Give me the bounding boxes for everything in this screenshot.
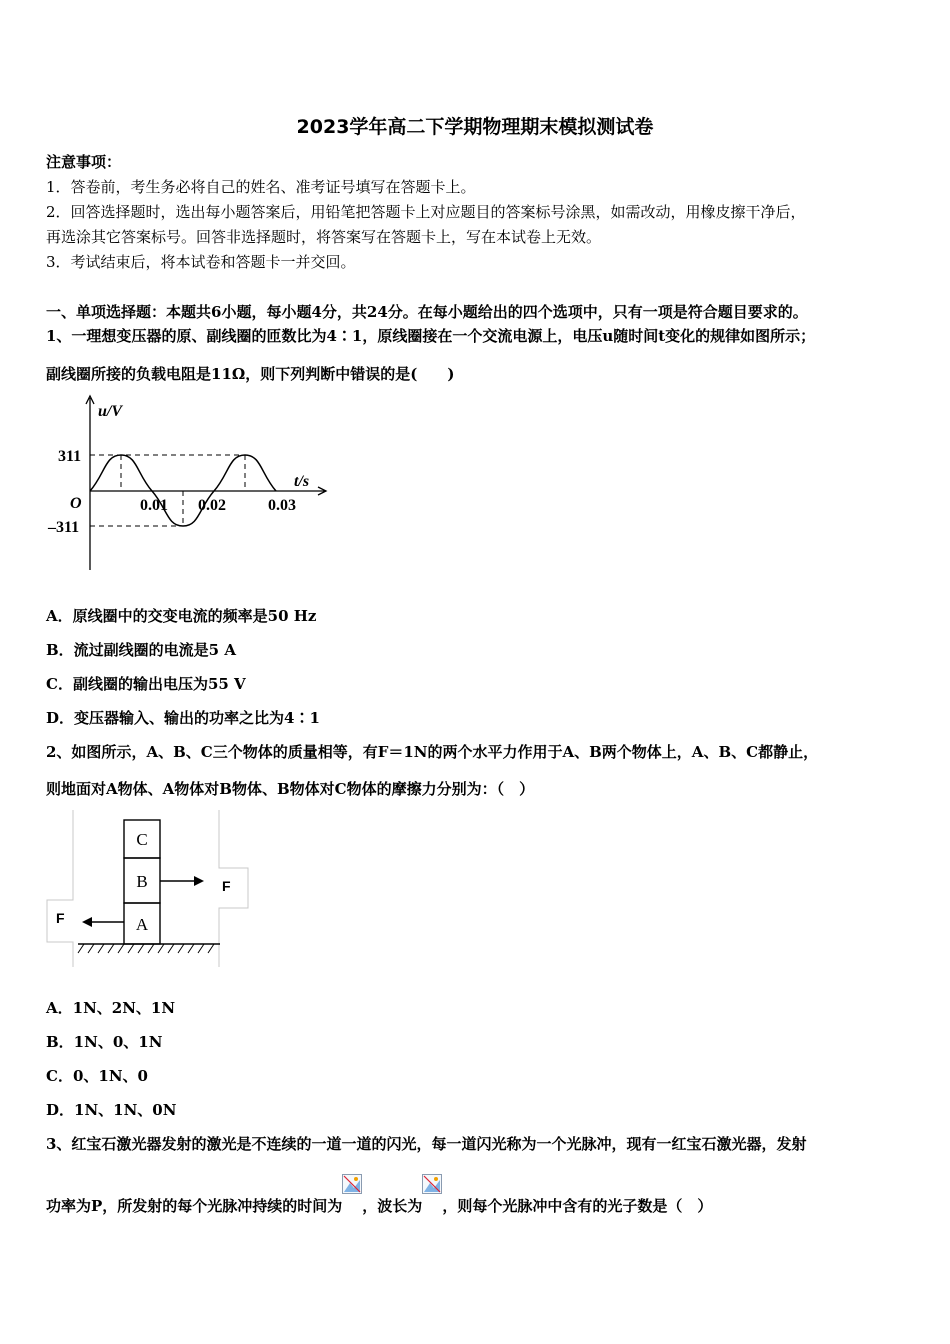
block-b-label: B — [136, 872, 148, 891]
figure-border-left — [47, 810, 73, 967]
force-arrowhead-left — [82, 917, 92, 927]
y-max-label: 311 — [58, 448, 82, 465]
origin-label: O — [70, 495, 82, 512]
q2-blocks-figure — [46, 810, 251, 970]
x-axis-label: t/s — [294, 473, 310, 490]
q3-stem-part1: 功率为P，所发射的每个光脉冲持续的时间为 — [46, 1197, 343, 1215]
y-axis-label: u/V — [98, 403, 123, 420]
note-item-2a: 2．回答选择题时，选出每小题答案后，用铅笔把答题卡上对应题目的答案标号涂黑，如需改动，用橡皮擦干净后， — [46, 203, 806, 221]
broken-image-icon — [342, 1174, 362, 1194]
q1-stem-line1: 1、一理想变压器的原、副线圈的匝数比为4∶1，原线圈接在一个交流电源上，电压u随时间t变化的规律如图所示； — [46, 327, 816, 345]
q2-option-c: C．0、1N、0 — [46, 1067, 148, 1085]
q1-option-d: D．变压器输入、输出的功率之比为4∶1 — [46, 709, 320, 727]
force-label-left: F — [56, 910, 65, 926]
block-a-label: A — [135, 915, 149, 934]
q1-option-c: C．副线圈的输出电压为55 V — [46, 675, 246, 693]
q3-stem-line1: 3、红宝石激光器发射的激光是不连续的一道一道的闪光，每一道闪光称为一个光脉冲，现有一红宝石激光器，发射 — [46, 1135, 807, 1153]
q2-option-a: A．1N、2N、1N — [46, 999, 176, 1017]
y-min-label: –311 — [48, 519, 80, 536]
section-heading: 一、单项选择题：本题共6小题，每小题4分，共24分。在每小题给出的四个选项中，只有一项是符合题目要求的。 — [46, 303, 808, 321]
force-arrowhead-right — [194, 876, 204, 886]
q2-stem-line1: 2、如图所示，A、B、C三个物体的质量相等，有F＝1N的两个水平力作用于A、B两个物体上，A、B、C都静止， — [46, 743, 819, 761]
x-tick-0.02: 0.02 — [198, 497, 226, 514]
page-title: 2023学年高二下学期物理期末模拟测试卷 — [296, 116, 654, 138]
ground-hatching — [78, 944, 214, 953]
notes-heading: 注意事项： — [46, 153, 122, 171]
q1-option-b: B．流过副线圈的电流是5 A — [46, 641, 236, 659]
note-item-3: 3．考试结束后，将本试卷和答题卡一并交回。 — [46, 253, 356, 271]
q3-stem-part2: ，波长为 — [362, 1197, 423, 1215]
note-item-1: 1．答卷前，考生务必将自己的姓名、准考证号填写在答题卡上。 — [46, 178, 476, 196]
q1-stem-line2: 副线圈所接的负载电阻是11Ω，则下列判断中错误的是( ) — [46, 365, 455, 383]
force-label-right: F — [222, 878, 231, 894]
broken-image-icon — [422, 1174, 442, 1194]
q2-option-d: D．1N、1N、0N — [46, 1101, 177, 1119]
q2-option-b: B．1N、0、1N — [46, 1033, 163, 1051]
q2-stem-line2: 则地面对A物体、A物体对B物体、B物体对C物体的摩擦力分别为：（ ） — [46, 780, 535, 798]
block-c-label: C — [136, 830, 148, 849]
note-item-2b: 再选涂其它答案标号。回答非选择题时，将答案写在答题卡上，写在本试卷上无效。 — [46, 228, 602, 246]
q3-stem-part3: ，则每个光脉冲中含有的光子数是（ ） — [442, 1197, 713, 1215]
q1-option-a: A．原线圈中的交变电流的频率是50 Hz — [46, 607, 317, 625]
x-tick-0.03: 0.03 — [268, 497, 296, 514]
q1-voltage-graph — [46, 392, 336, 577]
q3-stem-line2 — [46, 1196, 712, 1216]
x-tick-0.01: 0.01 — [140, 497, 168, 514]
